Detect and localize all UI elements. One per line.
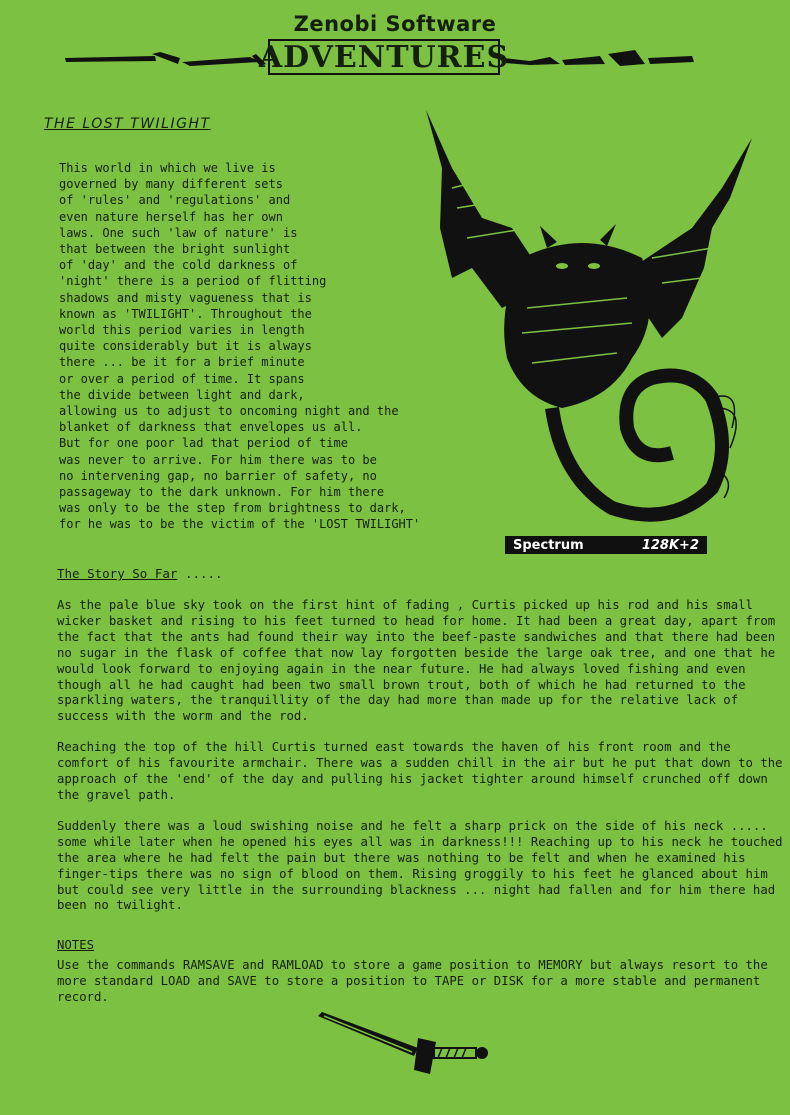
intro-line: of 'rules' and 'regulations' and [59,193,291,208]
intro-line: world this period varies in length [59,323,305,338]
header [0,0,790,110]
intro-line: allowing us to adjust to oncoming night and the [59,404,399,419]
intro-line: no intervening gap, no barrier of safety, no [59,468,377,483]
platform-name: Spectrum [513,537,584,553]
platform-badge [505,536,707,554]
intro-line: for he was to be the victim of the 'LOST TWILIGHT' [59,517,421,532]
intro-line: blanket of darkness that envelopes us all. [59,420,363,435]
intro-line: of 'day' and the cold darkness of [59,258,298,273]
intro-line: But for one poor lad that period of time [59,436,348,451]
game-title: THE LOST TWILIGHT [44,116,211,132]
intro-line: that between the bright sunlight [59,242,291,257]
intro-line: or over a period of time. It spans [59,371,305,386]
adventures-word: ADVENTURES [258,39,510,75]
intro-line: known as 'TWILIGHT'. Throughout the [59,306,312,321]
intro-line: laws. One such 'law of nature' is [59,225,298,240]
intro-line: even nature herself has her own [59,209,283,224]
publisher-name: Zenobi Software [293,12,497,36]
story-paragraph: Suddenly there was a loud swishing noise and he felt a sharp prick on the side of his neck ..... some while later when he opened his eyes all was in darkness!!! Reaching up to his neck he touched the area where he had felt the pain but there was nothing to be felt and when he examined his finger-tips there was no sign of blood on them. Rising groggily to his feet he glanced about him but could see very little in the surrounding blackness ... night had fallen and for him there had been no twilight. [57,818,783,913]
intro-line: was only to be the step from brightness to dark, [59,501,406,516]
story-heading-ellipsis: ..... [177,566,223,581]
notes-body: Use the commands RAMSAVE and RAMLOAD to store a game position to MEMORY but always resort to the more standard LOAD and SAVE to store a position to TAPE or DISK for a more stable and permanent record. [57,958,768,1004]
intro-line: shadows and misty vagueness that is [59,290,312,305]
story-paragraph: Reaching the top of the hill Curtis turned east towards the haven of his front room and the comfort of his favourite armchair. There was a sudden chill in the air but he put that down to the approach of the 'end' of the day and pulling his jacket tighter around himself crunched off down the gravel path. [57,740,783,802]
story-heading-title: The Story So Far [57,566,178,581]
intro-line: This world in which we live is [59,161,276,175]
intro-line: the divide between light and dark, [59,387,305,402]
story-paragraph: As the pale blue sky took on the first hint of fading , Curtis picked up his rod and his small wicker basket and rising to his feet turned to head for home. It had been a great day, apart from the fact that the ants had found their way into the beef-paste sandwiches and that there had been no sugar in the flask of coffee that now lay forgotten beside the large oak tree, and one that he would look forward to enjoying again in the near future. He had always loved fishing and even though all he had caught had been two small brown trout, both of which he had returned to the sparkling waters, the tranquillity of the day had more than made up for the relative lack of success with the worm and the rod. [57,598,776,724]
dagger-illustration [314,1012,494,1082]
notes-heading: NOTES [57,938,95,952]
bat-creature-illustration [412,108,772,538]
intro-line: there ... be it for a brief minute [59,355,305,370]
story-heading [57,566,223,581]
adventures-banner [258,39,510,75]
intro-line: passageway to the dark unknown. For him there [59,485,385,500]
story-body [57,598,787,929]
intro-line: 'night' there is a period of flitting [59,274,327,289]
intro-line: was never to arrive. For him there was to be [59,452,377,467]
platform-model: 128K+2 [641,537,699,553]
intro-line: governed by many different sets [59,177,283,192]
intro-line: quite considerably but it is always [59,339,312,354]
